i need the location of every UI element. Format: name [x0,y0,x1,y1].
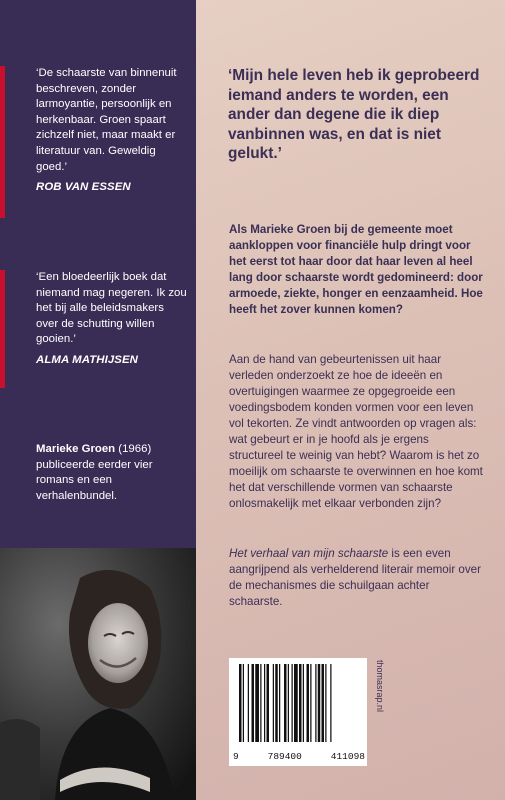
barcode-bar [292,664,293,742]
quote-accent-bar [0,66,5,218]
barcode-bar [275,664,278,742]
author-photo [0,548,196,800]
barcode-bar [243,664,244,742]
body-paragraph: Aan de hand van gebeurtenissen uit haar verleden onderzoekt ze hoe de ideeën en overtuigingen waarmee ze opgegroeide een voedingsbodem konden vormen voor een leven vol tekorten. Ze vindt antwoorden op vragen als: wat gebeurt er in je hoofd als je ergens structureel te weinig van hebt? Waarom is het zo moeilijk om schaarste te overwinnen en hoe komt het dat verschillende vormen van schaarste onlosmakelijk met elkaar verbonden zijn? [229,353,483,510]
review-quote-2 [36,270,188,369]
barcode-bar [264,664,265,742]
closing-paragraph [229,546,485,610]
barcode-bar [252,664,255,742]
quote-accent-bar [0,270,5,388]
barcode-bar [318,664,321,742]
barcode-bars [229,658,367,748]
author-name: Marieke Groen [36,443,116,455]
barcode-bar [267,664,270,742]
barcode-bar [299,664,302,742]
barcode-bar [294,664,298,742]
barcode-number [233,751,365,762]
closing-text: is een even aangrijpend als verhelderend literair memoir over de mechanismes die schuilgaan achter schaarste. [229,547,481,608]
barcode-bar [255,664,259,742]
barcode [229,658,367,766]
barcode-bar [322,664,325,742]
barcode-bar [284,664,287,742]
barcode-digits-right: 411098 [330,751,365,762]
barcode-bar [310,664,311,742]
barcode-bar [315,664,316,742]
book-title: Het verhaal van mijn schaarste [229,547,389,560]
barcode-bar [288,664,289,742]
left-panel [0,0,196,800]
barcode-bar [307,664,310,742]
pull-quote: ‘Mijn hele leven heb ik geprobeerd iemand anders te worden, een ander dan degene die ik diep vanbinnen was, en dat is niet gelukt.’ [228,67,480,163]
barcode-bar [260,664,261,742]
intro-paragraph: Als Marieke Groen bij de gemeente moet aankloppen voor financiële hulp dringt voor het eerst tot haar door dat haar leven al heel lang door schaarste wordt gedomineerd: door armoede, ziekte, honger en eenzaamheid. Hoe heeft het zover kunnen komen? [229,223,483,316]
barcode-bar [303,664,304,742]
barcode-bar [279,664,280,742]
bio-text: (1966) publiceerde eerder vier romans en een verhalenbundel. [36,443,153,502]
barcode-bar [330,664,331,742]
barcode-digits-left: 789400 [267,751,302,762]
barcode-bar [325,664,326,742]
author-bio [36,442,186,504]
quote-text: ‘Een bloedeerlijk boek dat niemand mag negeren. Ik zou het bij alle beleidsmakers over de schutting willen gooien.’ [36,271,187,346]
quote-author: ROB VAN ESSEN [36,181,131,194]
review-quote-1 [36,66,188,196]
barcode-bar [248,664,249,742]
barcode-bar [239,664,242,742]
barcode-bar [273,664,274,742]
quote-author: ALMA MATHIJSEN [36,353,139,366]
barcode-digit-first: 9 [233,751,239,762]
quote-text: ‘De schaarste van binnenuit beschreven, zonder larmoyantie, persoonlijk en herkenbaar. Groen spaart zichzelf niet, maar maakt er literatuur van. Geweldig goed.’ [36,67,177,173]
publisher-url: thomasrap.nl [375,660,385,713]
